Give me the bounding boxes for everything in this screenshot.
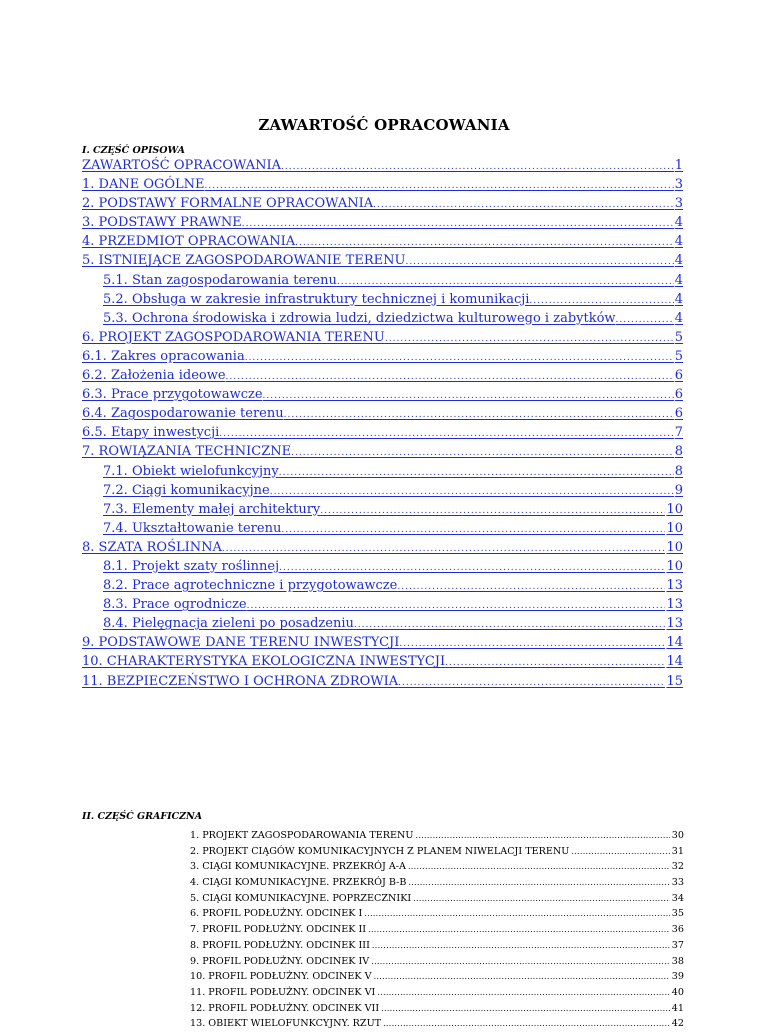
toc-link-text: 7.2. Ciągi komunikacyjne — [103, 482, 270, 498]
toc-link-text: ZAWARTOŚĆ OPRACOWANIA — [82, 158, 282, 173]
toc-link[interactable] — [82, 330, 683, 349]
dot-leader — [616, 315, 674, 325]
toc-link-text: 6.4. Zagospodarowanie terenu — [82, 406, 284, 422]
graphics-list-item — [190, 846, 684, 862]
toc-page-number: 6 — [674, 406, 683, 422]
toc-link[interactable] — [82, 368, 683, 387]
graphics-list-item — [190, 893, 684, 909]
dot-leader — [205, 181, 674, 191]
toc-page-number: 7 — [674, 425, 683, 441]
toc-link-text: 5. ISTNIEJĄCE ZAGOSPODAROWANIE TERENU — [82, 253, 406, 269]
toc-page-number: 5 — [674, 329, 683, 345]
graphics-page-number: 41 — [671, 1002, 684, 1014]
graphics-page-number: 35 — [671, 908, 684, 920]
dot-leader — [247, 601, 666, 611]
graphics-list-item — [190, 987, 684, 1003]
toc-link[interactable] — [82, 483, 683, 502]
toc-page-number: 4 — [674, 253, 683, 269]
dot-leader — [270, 487, 674, 497]
toc-page-number: 3 — [674, 177, 683, 193]
toc-link[interactable] — [82, 253, 683, 272]
dot-leader — [408, 878, 669, 887]
dot-leader — [529, 296, 673, 306]
toc-link-text: 6.3. Prace przygotowawcze — [82, 387, 263, 403]
toc-link[interactable] — [82, 502, 683, 521]
dot-leader — [279, 563, 665, 573]
graphics-item-text: 13. OBIEKT WIELOFUNKCYJNY. RZUT — [190, 1018, 382, 1030]
graphics-page-number: 36 — [671, 924, 684, 936]
toc-page-number: 4 — [674, 272, 683, 288]
graphics-list-item — [190, 1018, 684, 1034]
graphics-page-number: 37 — [671, 939, 684, 951]
dot-leader — [263, 391, 674, 401]
toc-link-text: 9. PODSTAWOWE DANE TERENU INWESTYCJI — [82, 635, 400, 651]
graphics-list-item — [190, 908, 684, 924]
toc-link-text: 6.1. Zakres opracowania — [82, 348, 245, 364]
dot-leader — [364, 909, 669, 918]
graphics-item-text: 7. PROFIL PODŁUŻNY. ODCINEK II — [190, 924, 367, 936]
graphics-item-text: 8. PROFIL PODŁUŻNY. ODCINEK III — [190, 939, 370, 951]
dot-leader — [571, 847, 669, 856]
dot-leader — [383, 1019, 670, 1028]
graphics-list-item — [190, 830, 684, 846]
toc-link-text: 4. PRZEDMIOT OPRACOWANIA — [82, 234, 296, 250]
dot-leader — [445, 658, 665, 668]
dot-leader — [291, 448, 674, 458]
toc-link-text: 3. PODSTAWY PRAWNE — [82, 215, 242, 231]
dot-leader — [416, 831, 670, 840]
toc-page-number: 4 — [674, 310, 683, 326]
toc-page-number: 5 — [674, 348, 683, 364]
toc-link-text: 10. CHARAKTERYSTYKA EKOLOGICZNA INWESTYCJI — [82, 654, 446, 670]
toc-link-text: 6.2. Założenia ideowe — [82, 368, 226, 384]
toc-link[interactable] — [82, 578, 683, 597]
toc-link-text: 7.4. Ukształtowanie terenu — [103, 520, 282, 536]
toc-page-number: 15 — [666, 673, 683, 689]
toc-page-number: 4 — [674, 291, 683, 307]
toc-page-number: 1 — [674, 158, 683, 173]
toc-link-text: 2. PODSTAWY FORMALNE OPRACOWANIA — [82, 196, 374, 212]
dot-leader — [413, 894, 670, 903]
toc-link-text: 6. PROJEKT ZAGOSPODAROWANIA TERENU — [82, 329, 385, 345]
toc-page-number: 14 — [666, 635, 683, 651]
graphics-list-item — [190, 971, 684, 987]
toc-page-number: 6 — [674, 368, 683, 384]
dot-leader — [372, 941, 670, 950]
toc-page-number: 10 — [666, 558, 683, 574]
toc-link[interactable] — [82, 616, 683, 635]
toc-link[interactable] — [82, 215, 683, 234]
toc-link[interactable] — [82, 311, 683, 330]
dot-leader — [377, 988, 669, 997]
toc-link[interactable] — [82, 635, 683, 654]
dot-leader — [281, 162, 674, 172]
toc-link[interactable] — [82, 674, 683, 693]
graphics-list-item — [190, 940, 684, 956]
toc-link[interactable] — [82, 464, 683, 483]
toc-link-text: 8.1. Projekt szaty roślinnej — [103, 558, 280, 574]
dot-leader — [222, 544, 666, 554]
toc-page-number: 10 — [666, 539, 683, 555]
toc-link[interactable] — [82, 387, 683, 406]
toc-link[interactable] — [82, 425, 683, 444]
toc-link[interactable] — [82, 540, 683, 559]
graphics-page-number: 40 — [671, 986, 684, 998]
dot-leader — [374, 972, 670, 981]
dot-leader — [226, 372, 674, 382]
graphics-page-number: 34 — [671, 892, 684, 904]
dot-leader — [368, 925, 670, 934]
dot-leader — [337, 277, 674, 287]
toc-link[interactable] — [82, 406, 683, 425]
dot-leader — [242, 219, 674, 229]
dot-leader — [354, 620, 666, 630]
graphics-list-item — [190, 861, 684, 877]
toc-link-text: 8.3. Prace ogrodnicze — [103, 597, 247, 613]
graphics-item-text: 5. CIĄGI KOMUNIKACYJNE. POPRZECZNIKI — [190, 892, 412, 904]
dot-leader — [219, 429, 673, 439]
graphics-list-item — [190, 877, 684, 893]
graphics-page-number: 38 — [671, 955, 684, 967]
toc-page-number: 10 — [666, 501, 683, 517]
table-of-contents — [82, 158, 683, 693]
toc-link[interactable] — [82, 273, 683, 292]
toc-link[interactable] — [82, 158, 683, 177]
toc-page-number: 13 — [666, 578, 683, 594]
toc-link[interactable] — [82, 292, 683, 311]
graphics-item-text: 10. PROFIL PODŁUŻNY. ODCINEK V — [190, 971, 372, 983]
toc-link-text: 8. SZATA ROŚLINNA — [82, 539, 222, 555]
dot-leader — [397, 582, 665, 592]
graphics-item-text: 1. PROJEKT ZAGOSPODAROWANIA TERENU — [190, 830, 414, 841]
toc-link-text: 1. DANE OGÓLNE — [82, 177, 205, 193]
dot-leader — [295, 238, 674, 248]
part2-label: II. CZĘŚĆ GRAFICZNA — [82, 811, 203, 822]
toc-page-number: 8 — [674, 463, 683, 479]
graphics-item-text: 3. CIĄGI KOMUNIKACYJNE. PRZEKRÓJ A-A — [190, 861, 406, 873]
toc-page-number: 8 — [674, 444, 683, 460]
graphics-item-text: 6. PROFIL PODŁUŻNY. ODCINEK I — [190, 908, 363, 920]
graphics-list-item — [190, 956, 684, 972]
graphics-item-text: 9. PROFIL PODŁUŻNY. ODCINEK IV — [190, 955, 370, 967]
toc-link[interactable] — [82, 559, 683, 578]
graphics-page-number: 39 — [671, 971, 684, 983]
toc-link-text: 7. ROWIĄZANIA TECHNICZNE — [82, 444, 292, 460]
toc-page-number: 13 — [666, 597, 683, 613]
toc-link-text: 5.2. Obsługa w zakresie infrastruktury technicznej i komunikacji — [103, 291, 530, 307]
dot-leader — [405, 257, 673, 267]
dot-leader — [320, 506, 665, 516]
toc-page-number: 14 — [666, 654, 683, 670]
graphics-item-text: 12. PROFIL PODŁUŻNY. ODCINEK VII — [190, 1002, 380, 1014]
toc-link-text: 5.3. Ochrona środowiska i zdrowia ludzi, dziedzictwa kulturowego i zabytków — [103, 310, 616, 326]
dot-leader — [381, 1004, 670, 1013]
graphics-item-text: 11. PROFIL PODŁUŻNY. ODCINEK VI — [190, 986, 376, 998]
dot-leader — [399, 639, 665, 649]
graphics-list-item — [190, 1003, 684, 1019]
toc-page-number: 9 — [674, 482, 683, 498]
toc-page-number: 4 — [674, 234, 683, 250]
graphics-page-number: 32 — [671, 861, 684, 873]
toc-link[interactable] — [82, 521, 683, 540]
toc-link[interactable] — [82, 444, 683, 463]
dot-leader — [245, 353, 674, 363]
graphics-item-text: 4. CIĄGI KOMUNIKACYJNE. PRZEKRÓJ B-B — [190, 877, 407, 889]
toc-page-number: 3 — [674, 196, 683, 212]
graphics-item-text: 2. PROJEKT CIĄGÓW KOMUNIKACYJNYCH Z PLANEM NIWELACJI TERENU — [190, 845, 570, 857]
toc-link[interactable] — [82, 597, 683, 616]
toc-page-number: 13 — [666, 616, 683, 632]
toc-link[interactable] — [82, 177, 683, 196]
toc-link[interactable] — [82, 349, 683, 368]
toc-page-number: 6 — [674, 387, 683, 403]
document-title: ZAWARTOŚĆ OPRACOWANIA — [258, 116, 510, 134]
dot-leader — [371, 957, 670, 966]
toc-link-text: 11. BEZPIECZEŃSTWO I OCHRONA ZDROWIA — [82, 673, 399, 689]
toc-link-text: 5.1. Stan zagospodarowania terenu — [103, 272, 337, 288]
dot-leader — [373, 200, 674, 210]
dot-leader — [398, 678, 665, 688]
dot-leader — [284, 410, 674, 420]
toc-link-text: 7.3. Elementy małej architektury — [103, 501, 321, 517]
dot-leader — [279, 468, 674, 478]
graphics-list — [190, 830, 684, 1034]
dot-leader — [281, 525, 665, 535]
toc-link-text: 7.1. Obiekt wielofunkcyjny — [103, 463, 279, 479]
toc-link[interactable] — [82, 234, 683, 253]
graphics-page-number: 30 — [671, 830, 684, 841]
toc-link-text: 8.4. Pielęgnacja zieleni po posadzeniu — [103, 616, 354, 632]
toc-link-text: 8.2. Prace agrotechniczne i przygotowawcze — [103, 578, 398, 594]
graphics-page-number: 33 — [671, 877, 684, 889]
graphics-page-number: 31 — [671, 845, 684, 857]
toc-page-number: 10 — [666, 520, 683, 536]
toc-link[interactable] — [82, 654, 683, 673]
graphics-page-number: 42 — [671, 1018, 684, 1030]
toc-page-number: 4 — [674, 215, 683, 231]
part1-label: I. CZĘŚĆ OPISOWA — [82, 145, 185, 156]
toc-link[interactable] — [82, 196, 683, 215]
toc-link-text: 6.5. Etapy inwestycji — [82, 425, 220, 441]
dot-leader — [385, 334, 674, 344]
dot-leader — [408, 862, 670, 871]
graphics-list-item — [190, 924, 684, 940]
